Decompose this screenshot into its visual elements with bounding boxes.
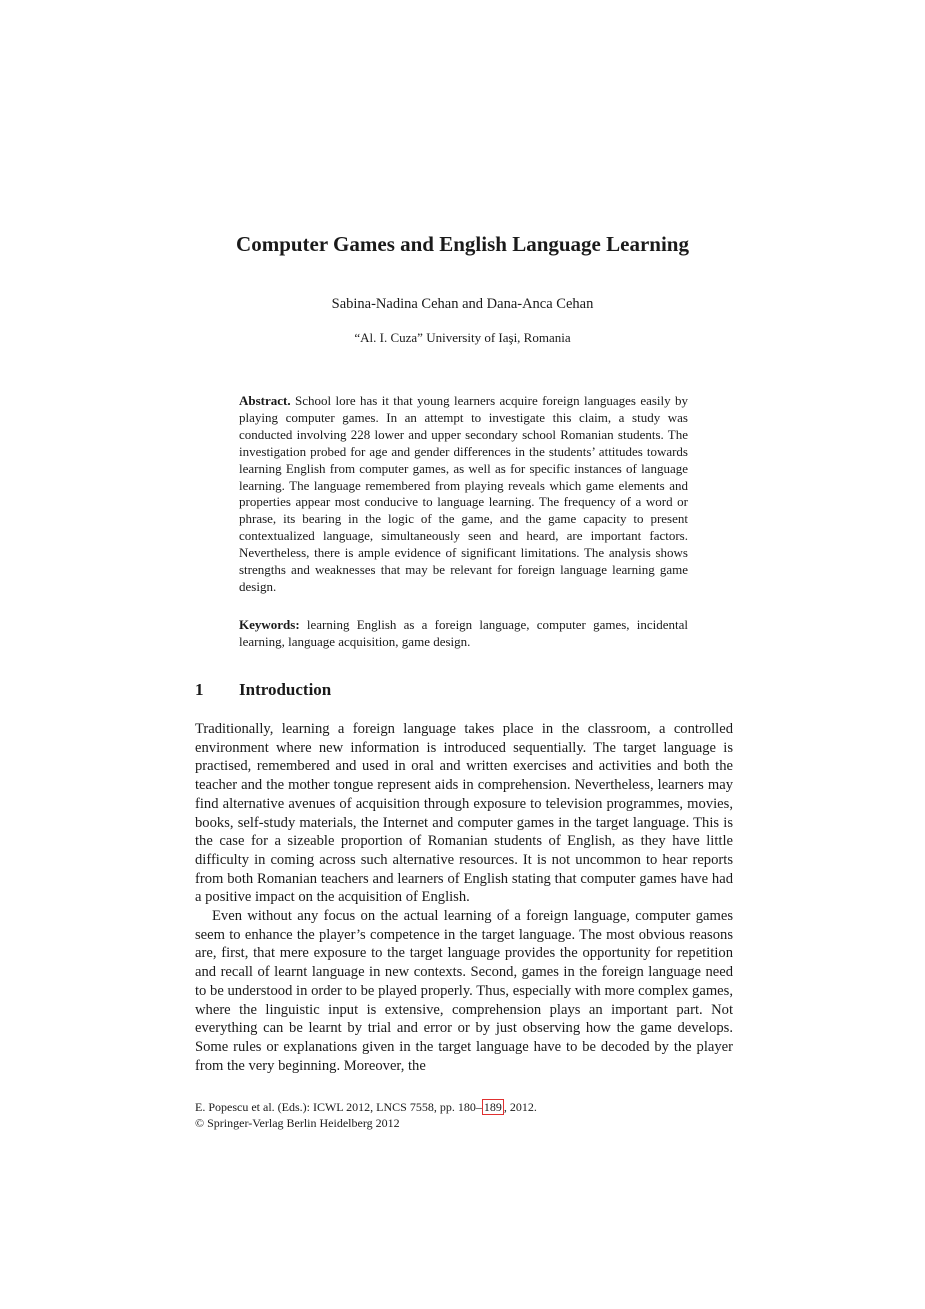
keywords-label: Keywords: (239, 617, 300, 632)
copyright: © Springer-Verlag Berlin Heidelberg 2012 (195, 1116, 400, 1130)
abstract-label: Abstract. (239, 393, 291, 408)
citation-prefix: E. Popescu et al. (Eds.): ICWL 2012, LNCS 7558, pp. 180– (195, 1100, 482, 1114)
keywords (239, 617, 688, 651)
paragraph: Traditionally, learning a foreign language takes place in the classroom, a controlled environment where new information is introduced sequentially. The target language is practised, remembered and used in oral and written exercises and activities and both the teacher and the mother tongue represent aids in comprehension. Nevertheless, learners may find alternative avenues of acquisition through exposure to television programmes, movies, books, self-study materials, the Internet and computer games in the target language. This is the case for a sizeable proportion of Romanian students of English, as they have little difficulty in coming across such alternative resources. It is not uncommon to hear reports from both Romanian teachers and learners of English stating that computer games have had a positive impact on the acquisition of English. (195, 721, 733, 906)
authors: Sabina-Nadina Cehan and Dana-Anca Cehan (331, 296, 594, 312)
citation (195, 1099, 735, 1115)
abstract-text: School lore has it that young learners acquire foreign languages easily by playing computer games. In an attempt to investigate this claim, a study was conducted involving 228 lower and upper secondary school Romanian students. The investigation probed for age and gender differences in the students’ attitudes towards learning English from computer games, as well as for specific instances of language learning. The language remembered from playing reveals which game elements and properties appear most conducive to language learning. The frequency of a word or phrase, its bearing in the logic of the game, and the game capacity to present contextualized language, simultaneously seen and heard, are important factors. Nevertheless, there is ample evidence of significant limitations. The analysis shows strengths and weaknesses that may be relevant for foreign language learning game design. (239, 393, 688, 594)
abstract (239, 393, 688, 596)
section-title: Introduction (239, 680, 332, 699)
section-number: 1 (195, 680, 204, 699)
section-heading (195, 680, 331, 700)
body-text (195, 720, 733, 1075)
citation-suffix: , 2012. (503, 1100, 537, 1114)
affiliation: “Al. I. Cuza” University of Iaşi, Romania (354, 330, 571, 345)
paragraph: Even without any focus on the actual learning of a foreign language, computer games seem to enhance the player’s competence in the target language. The most obvious reasons are, first, that mere exposure to the target language provides the opportunity for repetition and recall of learnt language in new contexts. Second, games in the foreign language need to be understood in order to be played properly. Thus, especially with more complex games, where the linguistic input is extensive, comprehension plays an important part. Not everything can be learnt by trial and error or by just observing how the game develops. Some rules or explanations given in the target language have to be decoded by the player from the very beginning. Moreover, the (195, 908, 733, 1074)
page-range-link[interactable]: 189 (483, 1100, 502, 1114)
keywords-text: learning English as a foreign language, computer games, incidental learning, language acquisition, game design. (239, 617, 688, 649)
paper-title: Computer Games and English Language Learning (236, 232, 689, 256)
footer (195, 1099, 735, 1131)
